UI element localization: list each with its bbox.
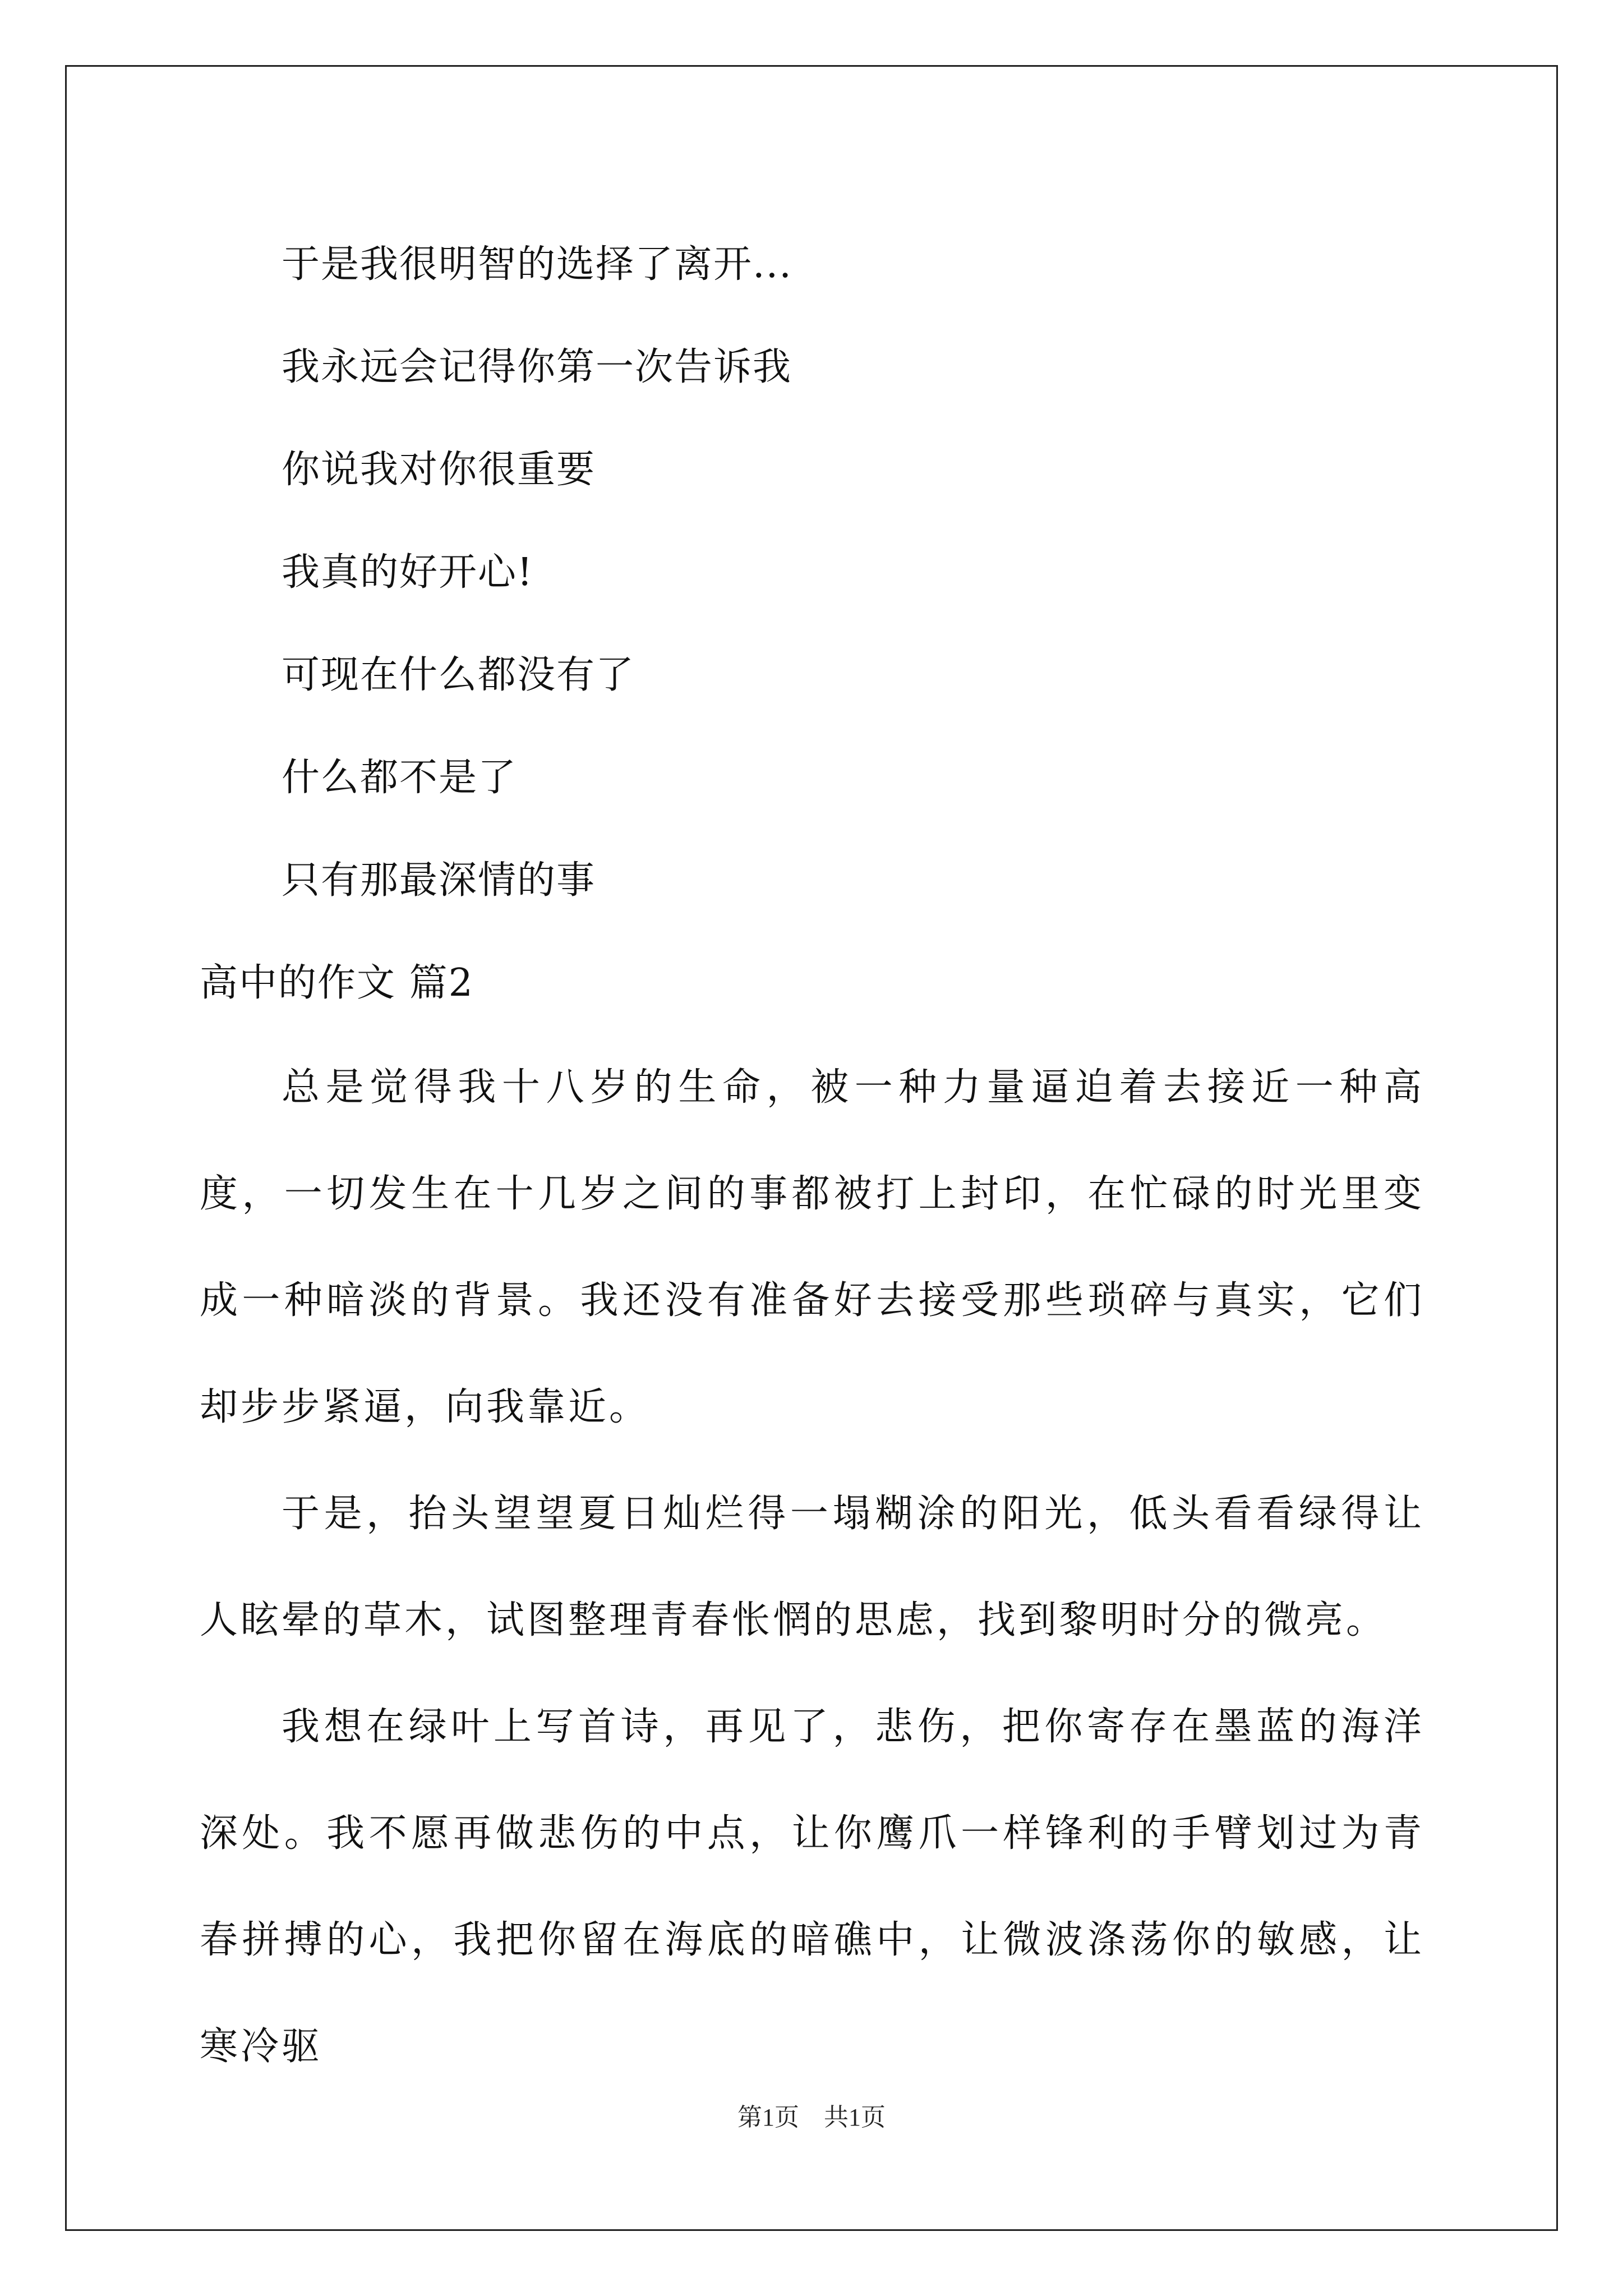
- poem-line: 什么都不是了: [282, 756, 518, 800]
- poem-line: 我永远会记得你第一次告诉我: [282, 345, 792, 389]
- paragraph: 总是觉得我十八岁的生命，被一种力量逼迫着去接近一种高度，一切发生在十几岁之间的事都被打上封印，在忙碌的时光里变成一种暗淡的背景。我还没有准备好去接受那些琐碎与真实，它们却步步紧逼，向我靠近。: [200, 1065, 1424, 1429]
- section-title: 高中的作文 篇2: [200, 961, 474, 1005]
- paragraph: 于是，抬头望望夏日灿烂得一塌糊涂的阳光，低头看看绿得让人眩晕的草木，试图整理青春怅惘的思虑，找到黎明时分的微亮。: [200, 1492, 1424, 1642]
- poem-line: 只有那最深情的事: [282, 858, 596, 903]
- poem-line: 可现在什么都没有了: [282, 653, 635, 697]
- poem-line: 你说我对你很重要: [282, 448, 596, 492]
- document-body: [200, 213, 1424, 2100]
- paragraph: 我想在绿叶上写首诗，再见了，悲伤，把你寄存在墨蓝的海洋深处。我不愿再做悲伤的中点，让你鹰爪一样锋利的手臂划过为青春拼搏的心，我把你留在海底的暗礁中，让微波涤荡你的敏感，让寒冷驱: [200, 1705, 1424, 2069]
- page-footer: 第1页 共1页: [737, 2104, 886, 2131]
- poem-line: 于是我很明智的选择了离开...: [282, 242, 792, 287]
- poem-line: 我真的好开心!: [282, 550, 534, 595]
